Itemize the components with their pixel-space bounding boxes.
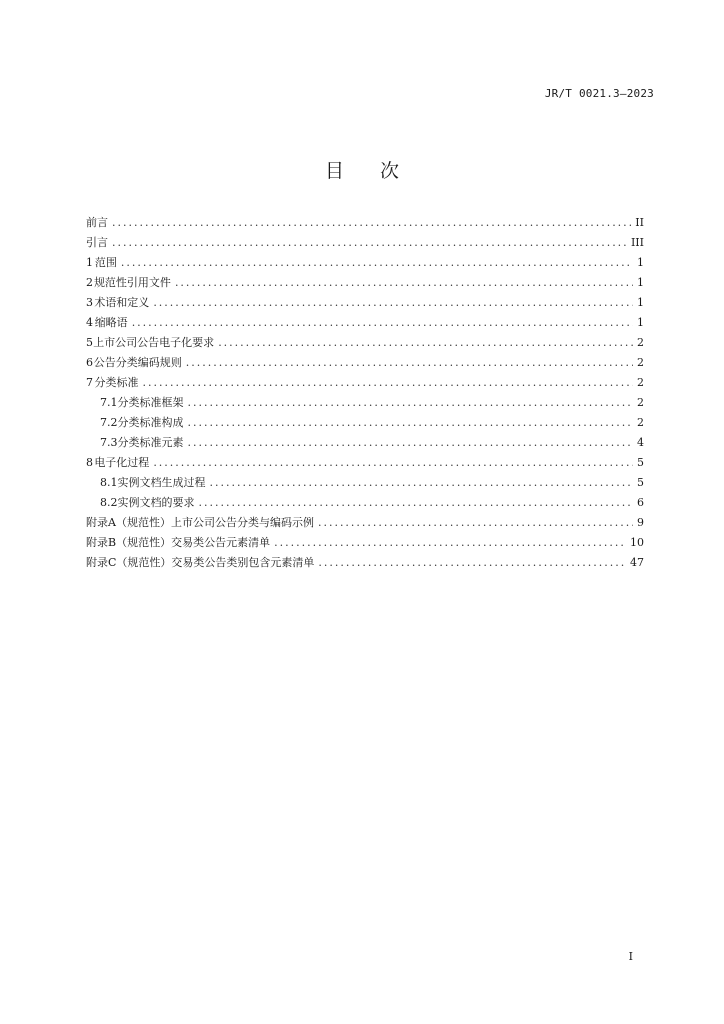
dot-leader [199, 493, 634, 513]
toc-entry-number: 6 [86, 356, 93, 369]
dot-leader [112, 213, 631, 233]
toc-entry-label: 电子化过程 [94, 456, 150, 469]
toc-entry[interactable] [86, 213, 644, 233]
toc-entry-label: 附录C（规范性）交易类公告类别包含元素清单 [86, 556, 315, 569]
toc-entry-page: III [630, 236, 644, 249]
toc-entry-label: 分类标准构成 [117, 416, 184, 429]
toc-entry-number: 4 [86, 316, 93, 329]
toc-entry-label: 分类标准元素 [117, 436, 184, 449]
toc-entry[interactable] [86, 413, 644, 433]
toc-entry-number: 7 [86, 376, 93, 389]
toc-entry-label: 上市公司公告电子化要求 [93, 336, 215, 349]
toc-entry-label: 引言 [86, 236, 108, 249]
toc-entry-label: 附录A（规范性）上市公司公告分类与编码示例 [86, 516, 314, 529]
toc-entry[interactable] [86, 433, 644, 453]
dot-leader [274, 533, 626, 553]
toc-entry-number: 8 [86, 456, 93, 469]
toc-entry[interactable] [86, 393, 644, 413]
dot-leader [153, 293, 633, 313]
toc-entry-label: 附录B（规范性）交易类公告元素清单 [86, 536, 271, 549]
toc-entry-label: 规范性引用文件 [93, 276, 171, 289]
dot-leader [318, 513, 633, 533]
dot-leader [121, 253, 633, 273]
toc-entry-label: 分类标准框架 [117, 396, 184, 409]
toc-entry-number: 3 [86, 296, 93, 309]
toc-entry-page: 5 [637, 456, 644, 469]
toc-entry-page: 10 [630, 536, 644, 549]
toc-entry[interactable] [86, 473, 644, 493]
dot-leader [112, 233, 627, 253]
toc-entry-label: 实例文档生成过程 [117, 476, 206, 489]
dot-leader [218, 333, 633, 353]
dot-leader [153, 453, 633, 473]
dot-leader [132, 313, 633, 333]
toc-entry-page: 1 [637, 256, 644, 269]
toc-entry[interactable] [86, 253, 644, 273]
toc-entry[interactable] [86, 513, 644, 533]
toc-entry-number: 7.3 [100, 436, 118, 449]
toc-entry-page: 4 [637, 436, 644, 449]
toc-entry-page: 1 [637, 296, 644, 309]
toc-entry[interactable] [86, 493, 644, 513]
dot-leader [188, 393, 634, 413]
title-char-2: 次 [380, 160, 400, 182]
toc-entry[interactable] [86, 293, 644, 313]
toc-entry-page: 1 [637, 276, 644, 289]
toc-entry-page: 2 [637, 416, 644, 429]
dot-leader [186, 353, 633, 373]
toc-entry[interactable] [86, 533, 644, 553]
toc-entry-label: 术语和定义 [94, 296, 150, 309]
toc-entry-label: 实例文档的要求 [117, 496, 195, 509]
toc-entry-label: 前言 [86, 216, 108, 229]
toc-entry-number: 1 [86, 256, 93, 269]
table-of-contents [86, 213, 644, 573]
toc-entry-number: 7.2 [100, 416, 118, 429]
page-number: I [628, 950, 633, 963]
toc-entry[interactable] [86, 553, 644, 573]
toc-entry-number: 7.1 [100, 396, 118, 409]
toc-entry-label: 分类标准 [94, 376, 139, 389]
toc-entry-label: 公告分类编码规则 [93, 356, 182, 369]
dot-leader [143, 373, 634, 393]
dot-leader [188, 413, 634, 433]
toc-entry[interactable] [86, 233, 644, 253]
dot-leader [175, 273, 633, 293]
toc-entry-page: 2 [637, 396, 644, 409]
toc-entry-page: 1 [637, 316, 644, 329]
toc-entry-page: 47 [630, 556, 644, 569]
dot-leader [318, 553, 626, 573]
toc-entry[interactable] [86, 353, 644, 373]
toc-entry[interactable] [86, 313, 644, 333]
toc-entry-page: 2 [637, 356, 644, 369]
toc-entry[interactable] [86, 333, 644, 353]
toc-entry-page: II [635, 216, 644, 229]
standard-number: JR/T 0021.3—2023 [544, 87, 654, 100]
toc-entry-page: 2 [637, 336, 644, 349]
toc-entry-page: 9 [637, 516, 644, 529]
title-char-1: 目 [324, 160, 344, 182]
toc-entry-number: 5 [86, 336, 93, 349]
toc-entry[interactable] [86, 453, 644, 473]
toc-entry-number: 2 [86, 276, 93, 289]
dot-leader [188, 433, 634, 453]
toc-entry[interactable] [86, 273, 644, 293]
toc-entry-number: 8.2 [100, 496, 118, 509]
dot-leader [210, 473, 634, 493]
toc-entry-page: 6 [637, 496, 644, 509]
page-title [0, 156, 724, 183]
toc-entry-page: 5 [637, 476, 644, 489]
toc-entry[interactable] [86, 373, 644, 393]
toc-entry-label: 缩略语 [94, 316, 128, 329]
toc-entry-number: 8.1 [100, 476, 118, 489]
toc-entry-page: 2 [637, 376, 644, 389]
toc-entry-label: 范围 [94, 256, 117, 269]
